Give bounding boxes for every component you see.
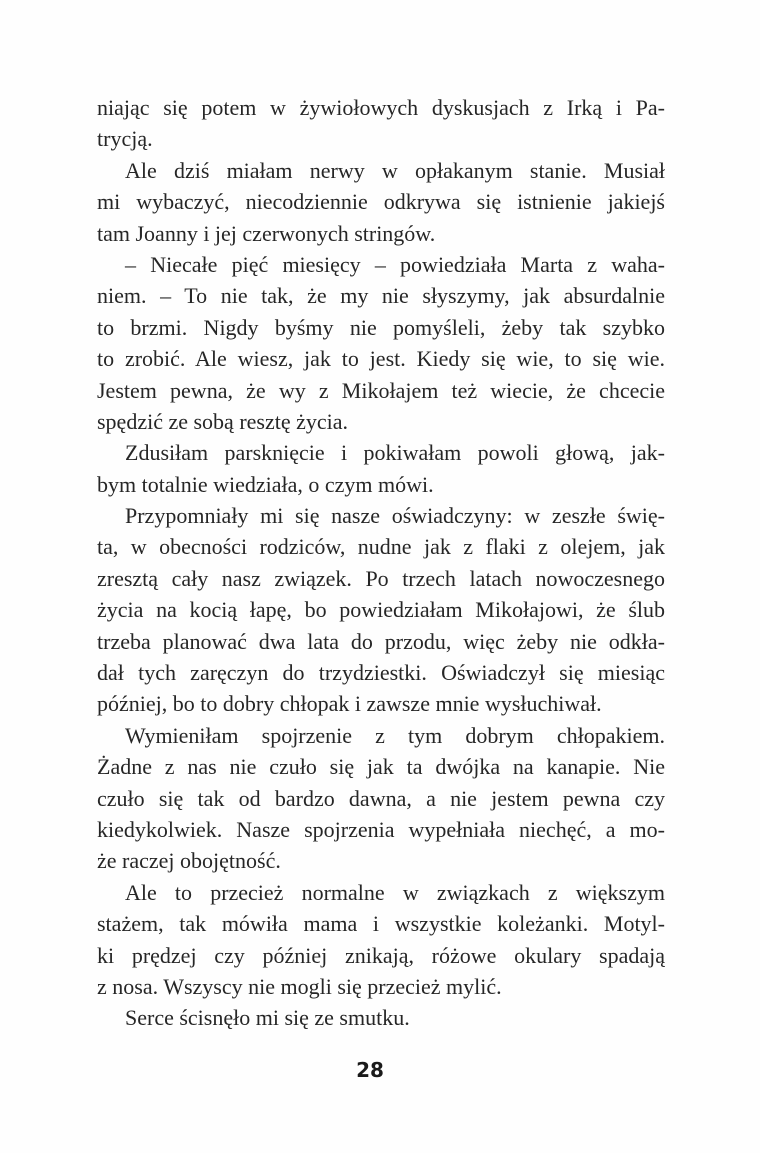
text-line: Ale dziś miałam nerwy w opłakanym stanie. Musiał (125, 157, 665, 183)
text-line: czuło się tak od bardzo dawna, a nie jestem pewna czy (97, 785, 665, 811)
text-line: później, bo to dobry chłopak i zawsze mnie wysłuchiwał. (97, 691, 602, 717)
text-line: stażem, tak mówiła mama i wszystkie koleżanki. Motyl- (97, 911, 665, 937)
text-line: że raczej obojętność. (97, 848, 281, 874)
text-line: trycją. (97, 126, 153, 152)
text-block (97, 92, 665, 1034)
text-line: Ale to przecież normalne w związkach z większym (125, 879, 665, 905)
text-line: zresztą cały nasz związek. Po trzech latach nowoczesnego (97, 565, 665, 591)
text-line: życia na kocią łapę, bo powiedziałam Mikołajowi, że ślub (97, 597, 665, 623)
text-line: to brzmi. Nigdy byśmy nie pomyśleli, żeby tak szybko (97, 314, 665, 340)
text-line: mi wybaczyć, niecodziennie odkrywa się istnienie jakiejś (97, 189, 665, 215)
text-line: to zrobić. Ale wiesz, jak to jest. Kiedy się wie, to się wie. (97, 346, 665, 372)
text-line: niem. – To nie tak, że my nie słyszymy, jak absurdalnie (97, 283, 665, 309)
text-line: bym totalnie wiedziała, o czym mówi. (97, 471, 434, 497)
text-line: kiedykolwiek. Nasze spojrzenia wypełniała niechęć, a mo- (97, 816, 665, 842)
text-line: Żadne z nas nie czuło się jak ta dwójka na kanapie. Nie (97, 754, 665, 780)
text-line: Zdusiłam parsknięcie i pokiwałam powoli głową, jak- (125, 440, 665, 466)
text-line: z nosa. Wszyscy nie mogli się przecież mylić. (97, 973, 502, 999)
text-line: Przypomniały mi się nasze oświadczyny: w zeszłe świę- (125, 503, 665, 529)
text-line: ki prędzej czy później znikają, różowe okulary spadają (97, 942, 665, 968)
text-line: – Niecałe pięć miesięcy – powiedziała Marta z waha- (125, 251, 665, 277)
text-line: ta, w obecności rodziców, nudne jak z flaki z olejem, jak (97, 534, 665, 560)
text-line: spędzić ze sobą resztę życia. (97, 408, 349, 434)
page-number: 28 (356, 1058, 384, 1082)
text-line: niając się potem w żywiołowych dyskusjach z Irką i Pa- (97, 95, 665, 120)
text-line: dał tych zaręczyn do trzydziestki. Oświadczył się miesiąc (97, 660, 665, 686)
text-line: Wymieniłam spojrzenie z tym dobrym chłopakiem. (125, 722, 665, 748)
text-line: trzeba planować dwa lata do przodu, więc żeby nie odkła- (97, 628, 665, 654)
text-line: Serce ścisnęło mi się ze smutku. (125, 1005, 410, 1031)
text-line: tam Joanny i jej czerwonych stringów. (97, 220, 436, 246)
text-line: Jestem pewna, że wy z Mikołajem też wiecie, że chcecie (97, 377, 665, 403)
